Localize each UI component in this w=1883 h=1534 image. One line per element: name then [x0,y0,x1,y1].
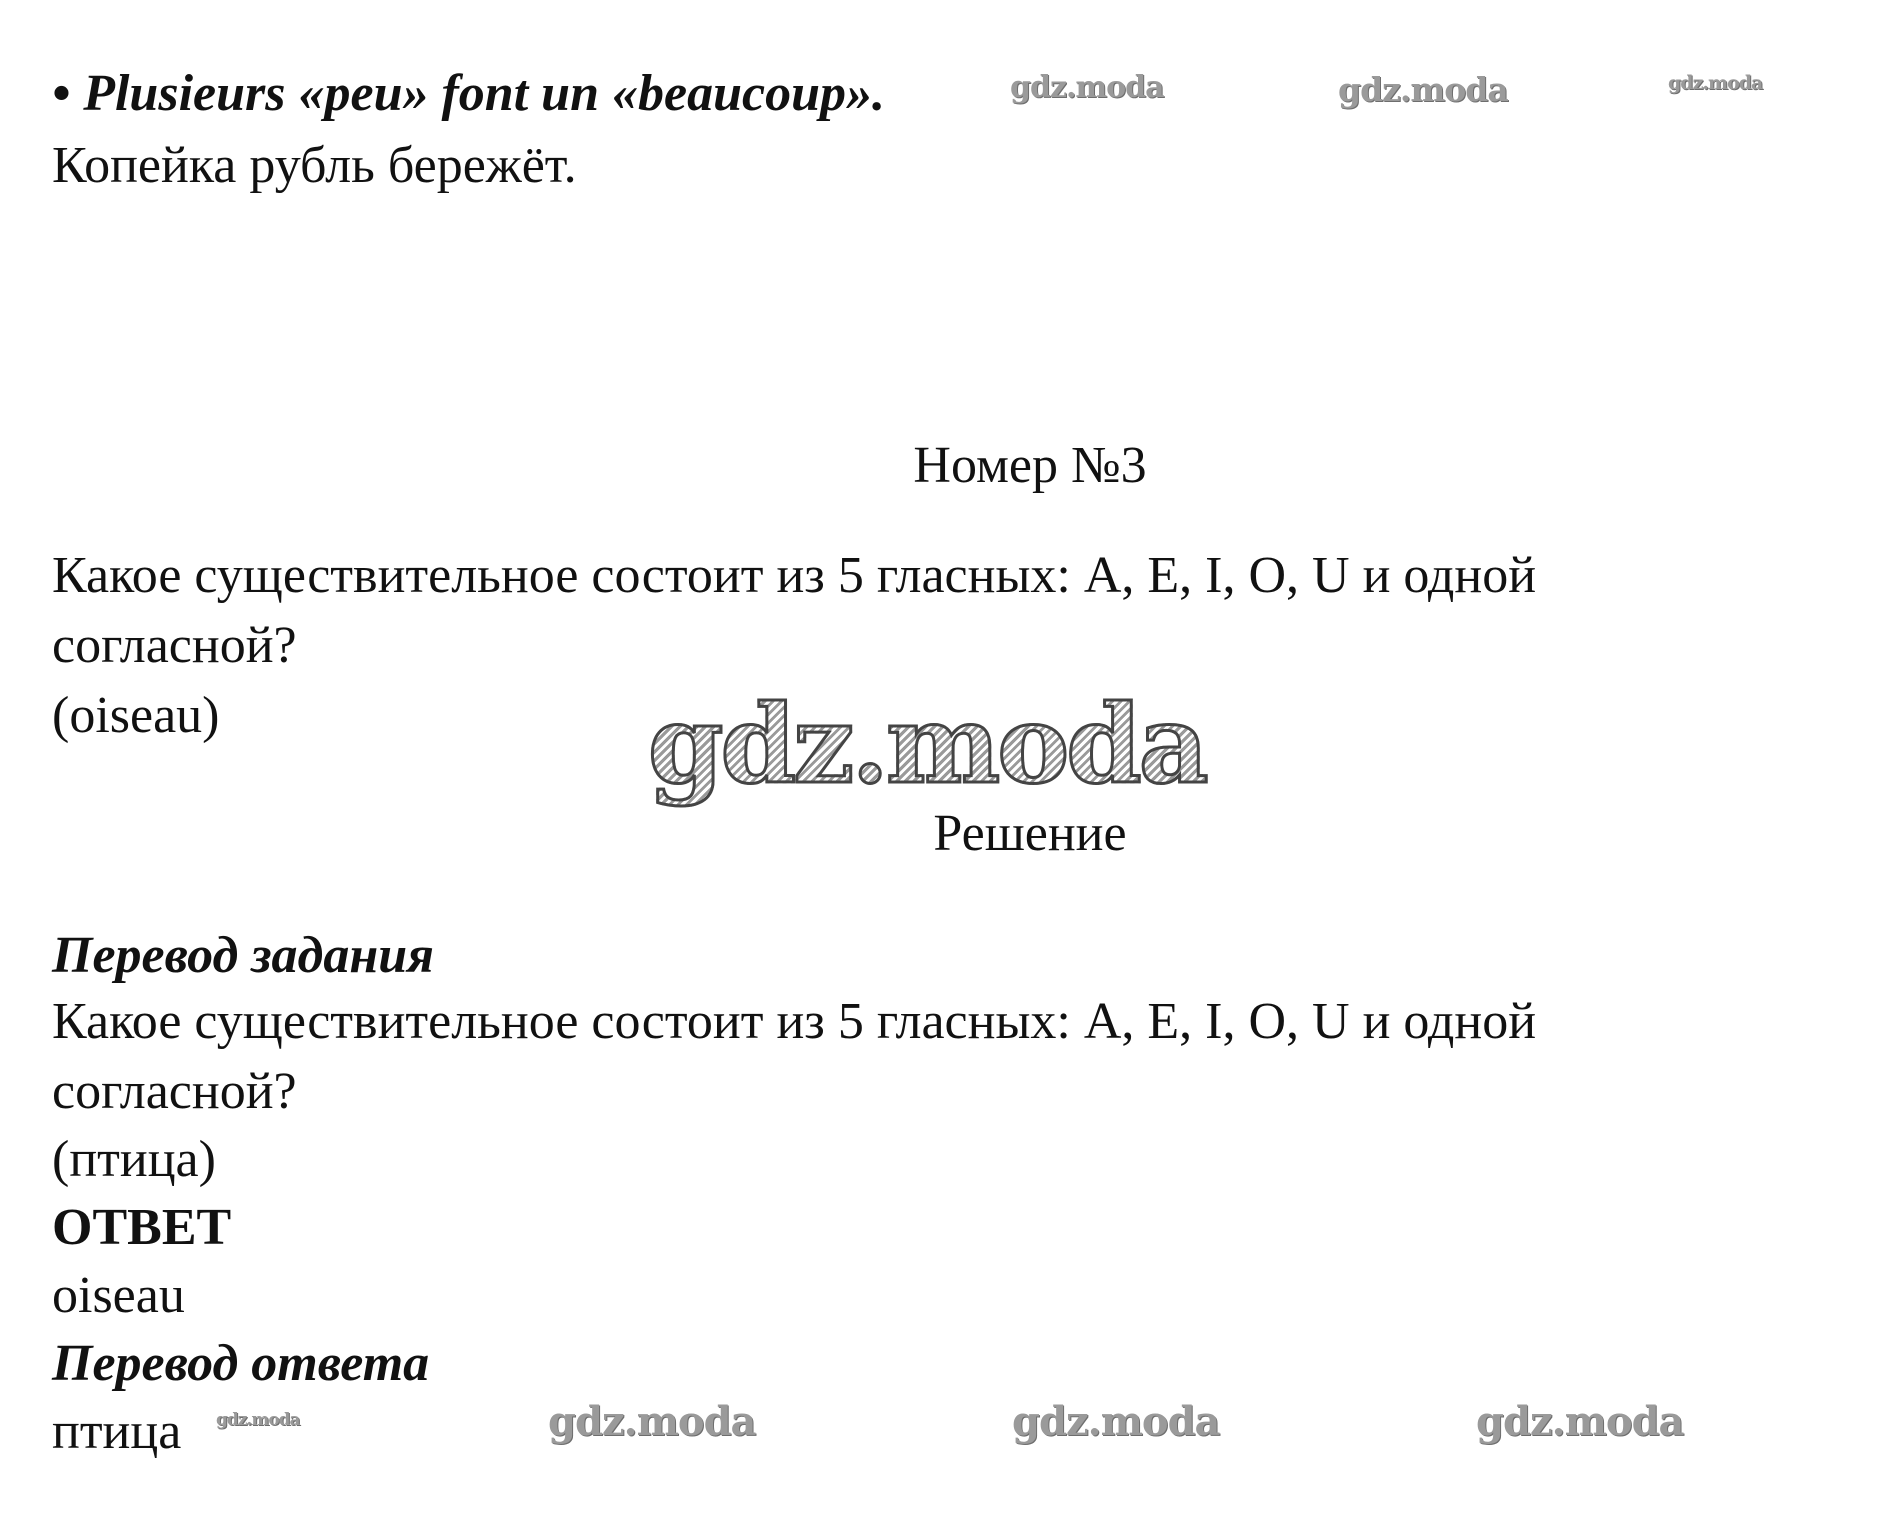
answer-translation-heading: Перевод ответа [52,1335,430,1392]
translation-answer-hint: (птица) [52,1131,216,1188]
watermark-bottom-2: gdz.moda [1012,1398,1220,1445]
watermark-top-1: gdz.moda [1010,70,1164,105]
answer-value: oiseau [52,1267,185,1324]
russian-proverb: Копейка рубль бережёт. [52,137,577,194]
solution-title: Решение [933,805,1127,862]
answer-translation-value: птица [52,1403,182,1460]
watermark-center: gdz.moda [648,682,1206,808]
translation-line-2: согласной? [52,1063,297,1120]
french-proverb: • Plusieurs «peu» font un «beaucoup». [52,65,886,122]
watermark-bottom-3: gdz.moda [1476,1398,1684,1445]
answer-heading: ОТВЕТ [52,1199,232,1256]
watermark-top-3: gdz.moda [1668,72,1763,94]
translation-line-1: Какое существительное состоит из 5 гласных: A, E, I, O, U и одной [52,993,1537,1050]
question-answer-hint: (oiseau) [52,687,220,744]
task-title: Номер №3 [913,437,1147,494]
watermark-bottom-1: gdz.moda [548,1398,756,1445]
watermark-top-2: gdz.moda [1338,70,1508,109]
translation-heading: Перевод задания [52,927,434,984]
watermark-bottom-small: gdz.moda [216,1410,300,1430]
question-line-2: согласной? [52,617,297,674]
question-line-1: Какое существительное состоит из 5 гласных: A, E, I, O, U и одной [52,547,1537,604]
